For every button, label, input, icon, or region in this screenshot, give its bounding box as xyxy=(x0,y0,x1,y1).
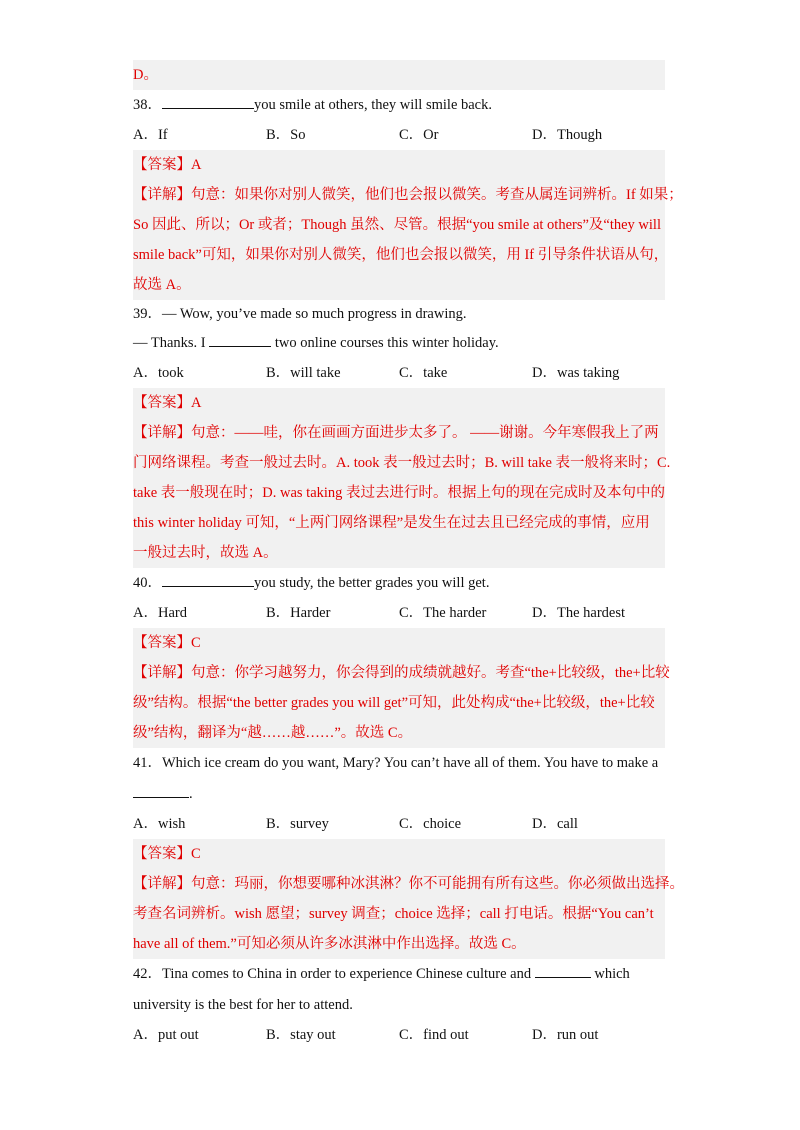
option-c: C．find out xyxy=(399,1027,469,1043)
option-b: B．stay out xyxy=(266,1027,336,1043)
answer-explanation-box xyxy=(133,839,684,959)
stem-text: . xyxy=(189,785,193,802)
options-row xyxy=(133,598,665,628)
explanation-line: 级”结构，翻译为“越……越……”。故选 C。 xyxy=(133,725,413,741)
answer-explanation-box xyxy=(133,628,670,748)
explanation-line: 门网络课程。考查一般过去时。A. took 表一般过去时；B. will take 表一般将来时；C. xyxy=(133,455,671,471)
option-b: B．Harder xyxy=(266,605,331,621)
question-stem-line xyxy=(133,90,665,120)
stem-text: 38． xyxy=(133,97,162,113)
question-list xyxy=(133,90,684,1050)
answer-label: 【答案】C xyxy=(133,635,201,651)
explanation-line: 级”结构。根据“the better grades you will get”可知，此处构成“the+比较级，the+比较 xyxy=(133,695,655,711)
answer-blank xyxy=(133,783,189,798)
explanation-line: 【详解】句意：如果你对别人微笑，他们也会报以微笑。考查从属连词辨析。If 如果； xyxy=(133,187,683,203)
option-a: A．Hard xyxy=(133,605,187,621)
option-c: C．Or xyxy=(399,127,439,143)
options-row xyxy=(133,1020,665,1050)
stem-text: which xyxy=(590,966,630,982)
previous-answer-tail xyxy=(133,60,665,90)
answer-blank xyxy=(209,332,271,347)
explanation-line: So 因此、所以；Or 或者；Though 虽然、尽管。根据“you smile at others”及“they will xyxy=(133,217,661,233)
question-stem-line xyxy=(133,568,665,598)
stem-text: two online courses this winter holiday. xyxy=(271,335,499,351)
option-a: A．took xyxy=(133,365,184,381)
stem-text: you smile at others, they will smile back. xyxy=(254,97,492,113)
explanation-line: 【详解】句意：你学习越努力，你会得到的成绩就越好。考查“the+比较级，the+比较 xyxy=(133,665,670,681)
option-d: D．Though xyxy=(532,127,603,143)
option-c: C．choice xyxy=(399,816,462,832)
question-block xyxy=(133,90,683,300)
answer-label: 【答案】C xyxy=(133,846,201,862)
answer-explanation-box xyxy=(133,388,671,568)
question-stem-line xyxy=(133,329,665,358)
question-block xyxy=(133,959,665,1050)
question-stem-line xyxy=(133,748,665,779)
explanation-line: 【详解】句意：玛丽，你想要哪种冰淇淋？你不可能拥有所有这些。你必须做出选择。 xyxy=(133,876,684,892)
question-stem-line xyxy=(133,990,665,1021)
option-a: A．put out xyxy=(133,1027,199,1043)
options-row xyxy=(133,120,665,150)
question-block xyxy=(133,300,671,568)
answer-label: 【答案】A xyxy=(133,157,202,173)
explanation-line: take 表一般现在时；D. was taking 表过去进行时。根据上句的现在完成时及本句中的 xyxy=(133,485,666,501)
stem-text: 39．— Wow, you’ve made so much progress in drawing. xyxy=(133,306,467,322)
stem-text: 40． xyxy=(133,575,162,591)
question-stem-line xyxy=(133,779,665,810)
answer-blank xyxy=(535,963,591,978)
document-page xyxy=(133,60,684,1050)
explanation-line: 【详解】句意：——哇，你在画画方面进步太多了。 ——谢谢。今年寒假我上了两 xyxy=(133,425,659,441)
option-d: D．run out xyxy=(532,1027,599,1043)
previous-answer-text: D。 xyxy=(133,67,158,83)
stem-text: university is the best for her to attend. xyxy=(133,996,353,1013)
question-block xyxy=(133,568,670,748)
answer-explanation-box xyxy=(133,150,683,300)
answer-label: 【答案】A xyxy=(133,395,202,411)
stem-text: you study, the better grades you will get. xyxy=(254,575,490,591)
answer-blank xyxy=(162,572,254,587)
option-b: B．survey xyxy=(266,816,329,832)
explanation-line: smile back”可知，如果你对别人微笑，他们也会报以微笑，用 If 引导条件状语从句， xyxy=(133,247,669,263)
stem-text: 41．Which ice cream do you want, Mary? You can’t have all of them. You have to make a xyxy=(133,755,659,771)
stem-text: — Thanks. I xyxy=(133,335,210,351)
option-d: D．was taking xyxy=(532,365,620,381)
explanation-line: 故选 A。 xyxy=(133,277,191,293)
option-b: B．will take xyxy=(266,365,341,381)
option-b: B．So xyxy=(266,127,306,143)
option-a: A．wish xyxy=(133,816,186,832)
option-d: D．The hardest xyxy=(532,605,626,621)
question-stem-line xyxy=(133,300,665,329)
question-block xyxy=(133,748,684,959)
options-row xyxy=(133,358,665,388)
explanation-line: 考查名词辨析。wish 愿望；survey 调查；choice 选择；call 打电话。根据“You can’t xyxy=(133,906,654,922)
option-a: A．If xyxy=(133,127,168,143)
explanation-line: have all of them.”可知必须从许多冰淇淋中作出选择。故选 C。 xyxy=(133,936,526,952)
stem-text: 42．Tina comes to China in order to experience Chinese culture and xyxy=(133,966,535,982)
explanation-line: 一般过去时，故选 A。 xyxy=(133,545,278,561)
answer-blank xyxy=(162,94,254,109)
option-d: D．call xyxy=(532,816,578,832)
option-c: C．take xyxy=(399,365,448,381)
question-stem-line xyxy=(133,959,665,990)
option-c: C．The harder xyxy=(399,605,487,621)
options-row xyxy=(133,809,665,839)
explanation-line: this winter holiday 可知，“上两门网络课程”是发生在过去且已经完成的事情，应用 xyxy=(133,515,650,531)
